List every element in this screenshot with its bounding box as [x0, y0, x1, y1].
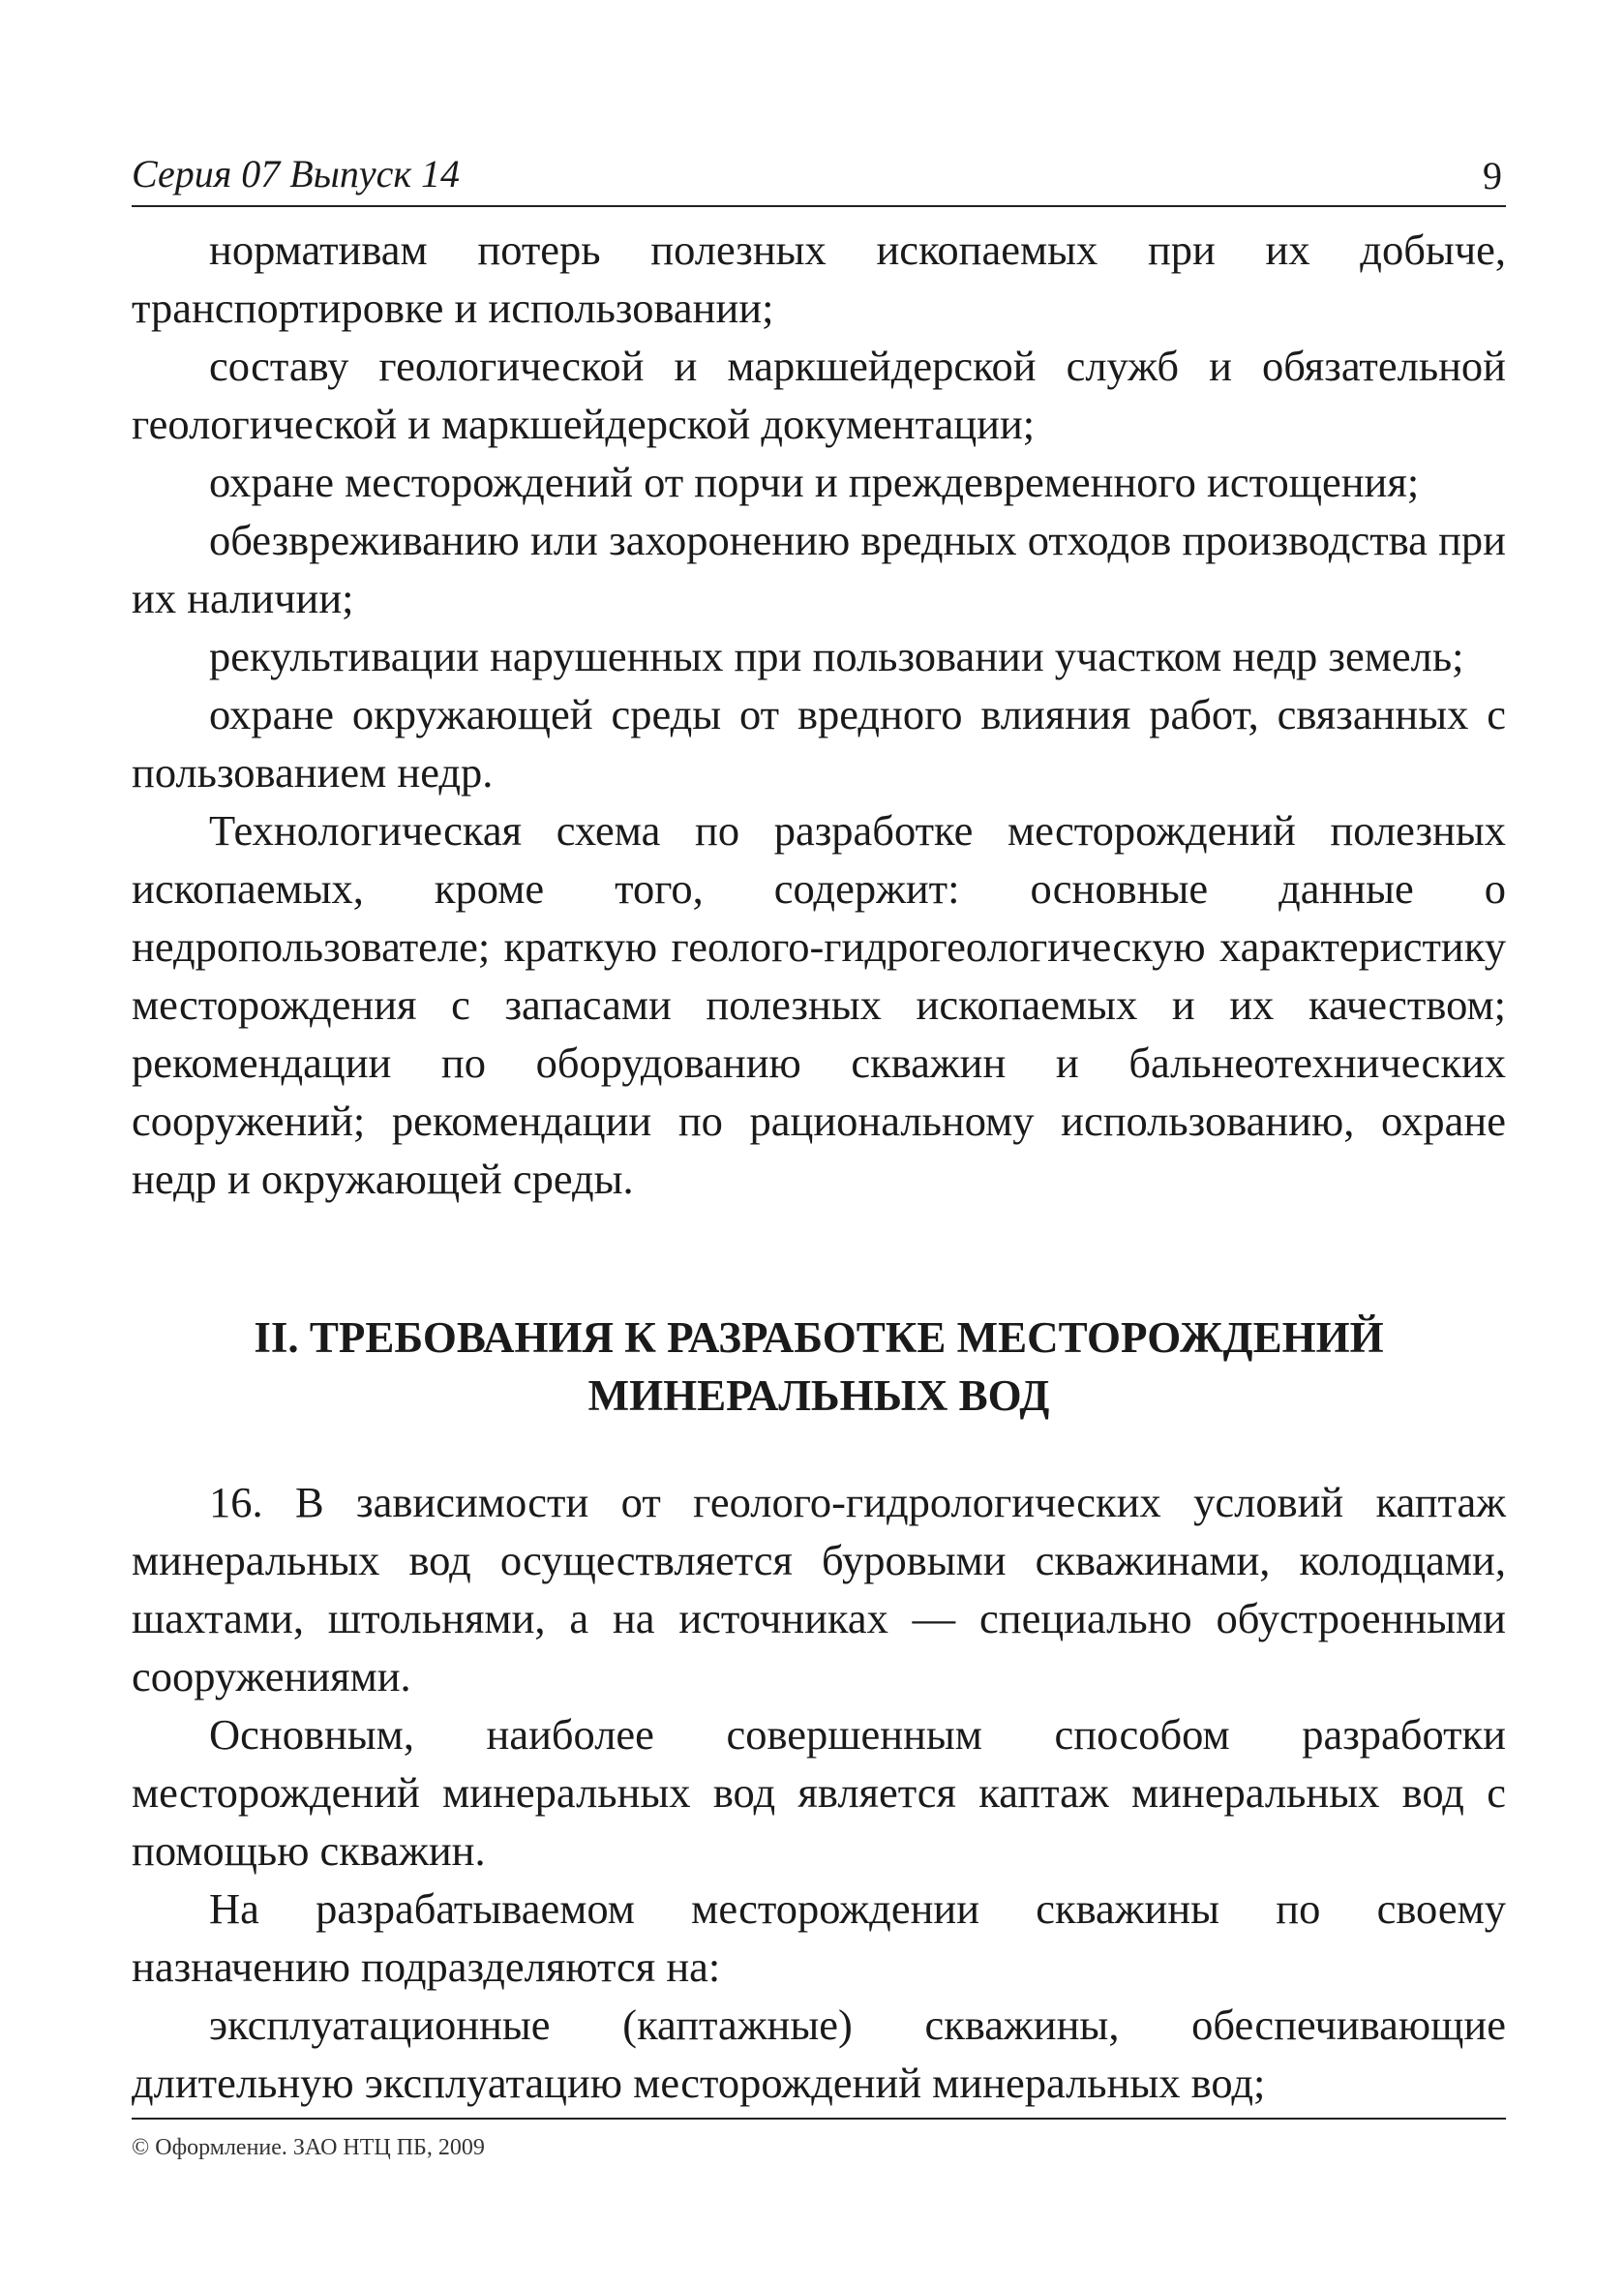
footer-copyright: © Оформление. ЗАО НТЦ ПБ, 2009: [132, 2118, 1506, 2162]
paragraph: На разрабатываемом месторождении скважины по своему назначению подразделяются на:: [132, 1884, 1506, 1991]
running-header: [132, 145, 1506, 207]
paragraph: 16. В зависимости от геолого-гидрологических условий каптаж минеральных вод осуществляется буровыми скважинами, колодцами, шахтами, штольнями, а на источниках — специально обустроенными сооружениями.: [132, 1478, 1506, 1700]
paragraph: охране окружающей среды от вредного влияния работ, связанных с пользованием недр.: [132, 690, 1506, 797]
paragraph: эксплуатационные (каптажные) скважины, обеспечивающие длительную эксплуатацию месторождений минеральных вод;: [132, 2001, 1506, 2107]
paragraph: Технологическая схема по разработке месторождений полезных ископаемых, кроме того, содержит: основные данные о недропользователе; краткую геолого-гидрогеологическую характеристику месторождения с запасами полезных ископаемых и их качеством; рекомендации по оборудованию скважин и бальнеотехнических сооружений; рекомендации по рациональному использованию, охране недр и окружающей среды.: [132, 806, 1506, 1203]
paragraph: рекультивации нарушенных при пользовании участком недр земель;: [209, 632, 1464, 680]
section-body-text: [132, 1473, 1506, 2112]
body-text: [132, 221, 1506, 1208]
section-heading: [132, 1309, 1506, 1425]
page-number: 9: [1483, 154, 1502, 197]
section-heading-line: II. ТРЕБОВАНИЯ К РАЗРАБОТКЕ МЕСТОРОЖДЕНИЙ: [254, 1313, 1384, 1362]
paragraph: обезвреживанию или захоронению вредных отходов производства при их наличии;: [132, 516, 1506, 622]
paragraph: охране месторождений от порчи и преждевременного истощения;: [209, 458, 1420, 506]
paragraph: составу геологической и маркшейдерской служб и обязательной геологической и маркшейдерской документации;: [132, 342, 1506, 448]
paragraph: Основным, наиболее совершенным способом разработки месторождений минеральных вод является каптаж минеральных вод с помощью скважин.: [132, 1710, 1506, 1875]
section-heading-line: МИНЕРАЛЬНЫХ ВОД: [587, 1371, 1050, 1420]
series-title: Серия 07 Выпуск 14: [132, 152, 461, 196]
paragraph: нормативам потерь полезных ископаемых при их добыче, транспортировке и использовании;: [132, 226, 1506, 332]
